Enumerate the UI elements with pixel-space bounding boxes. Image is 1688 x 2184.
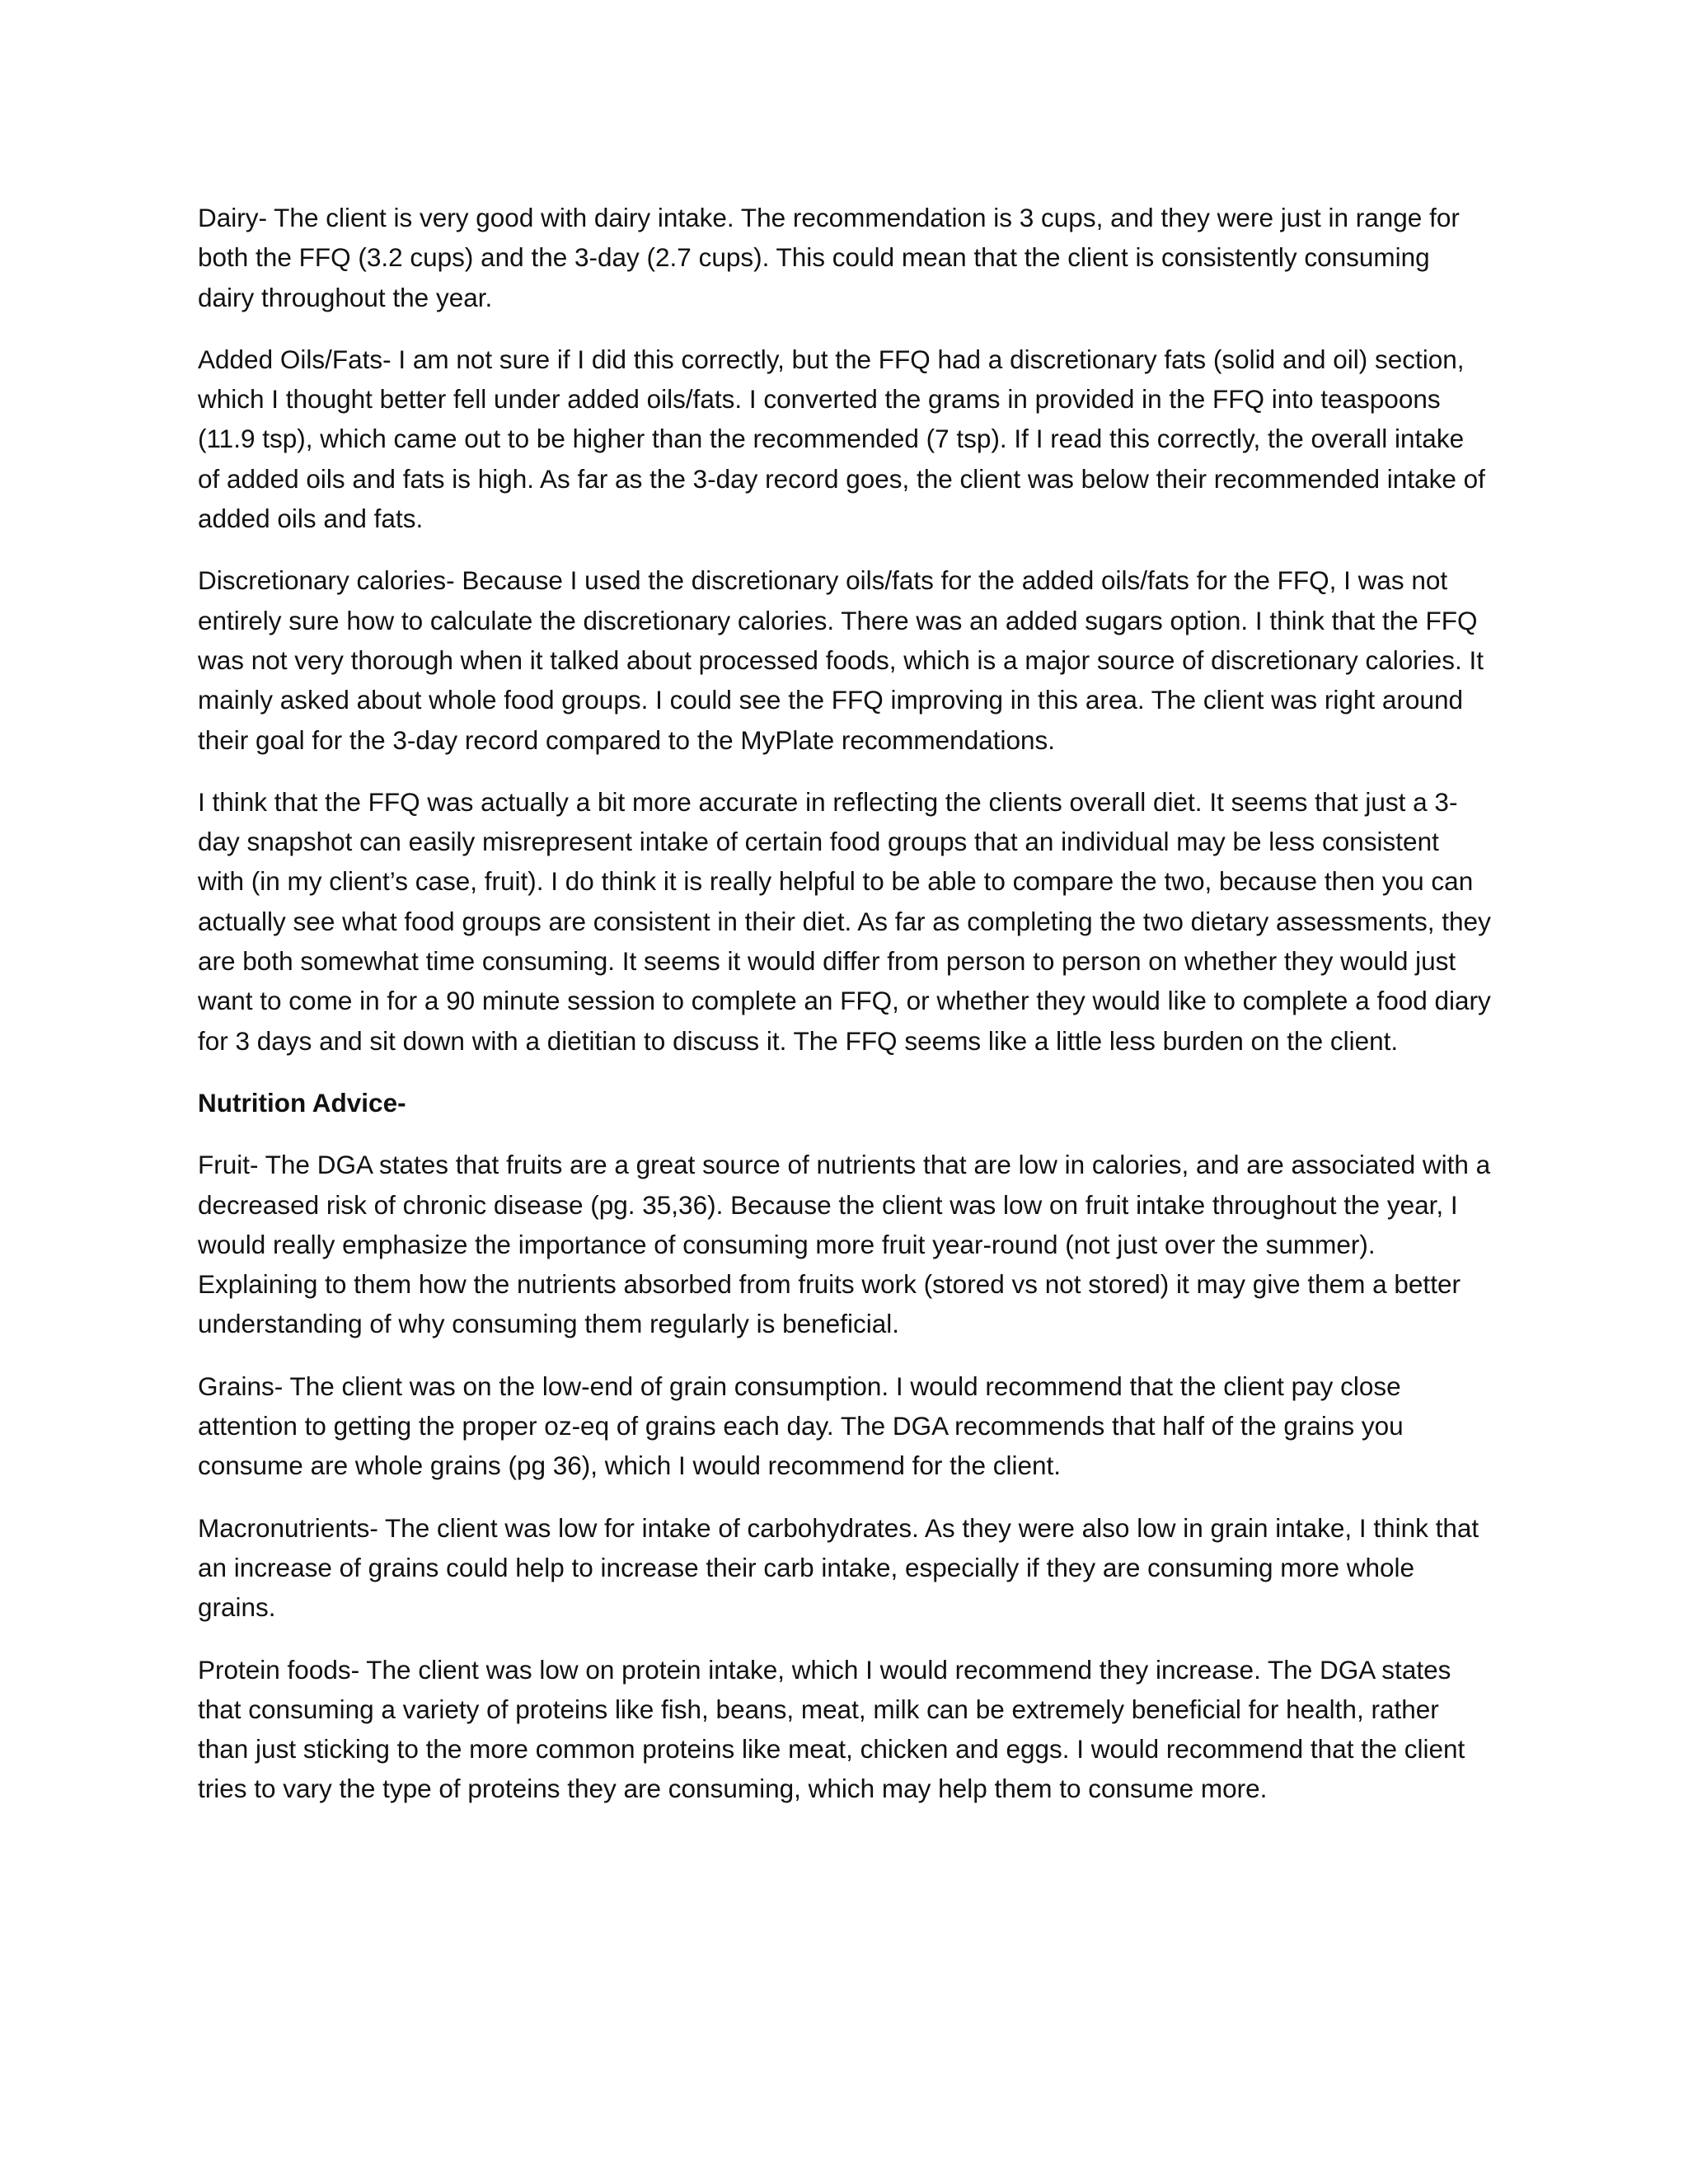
paragraph-macronutrients: Macronutrients- The client was low for intake of carbohydrates. As they were also low in grain intake, I think that an increase of grains could help to increase their carb intake, especially if they are consuming more whole grains. — [198, 1512, 1479, 1623]
paragraph-dairy: Dairy- The client is very good with dairy intake. The recommendation is 3 cups, and they were just in range for both the FFQ (3.2 cups) and the 3-day (2.7 cups). This could mean that the client is consistently consuming dairy throughout the year. — [198, 203, 1460, 312]
paragraph-grains: Grains- The client was on the low-end of grain consumption. I would recommend that the client pay close attention to getting the proper oz-eq of grains each day. The DGA recommends that half of the grains you consume are whole grains (pg 36), which I would recommend for the client. — [198, 1371, 1404, 1481]
paragraph-protein-foods: Protein foods- The client was low on protein intake, which I would recommend they increase. The DGA states that consuming a variety of proteins like fish, beans, meat, milk can be extremely beneficial for health, rather than just sticking to the more common proteins like meat, chicken and eggs. I would recommend that the client tries to vary the type of proteins they are consuming, which may help them to consume more. — [198, 1654, 1465, 1804]
document-body — [198, 198, 1492, 1831]
paragraph-discretionary-calories: Discretionary calories- Because I used the discretionary oils/fats for the added oils/fats for the FFQ, I was not entirely sure how to calculate the discretionary calories. There was an added sugars option. I think that the FFQ was not very thorough when it talked about processed foods, which is a major source of discretionary calories. It mainly asked about whole food groups. I could see the FFQ improving in this area. The client was right around their goal for the 3-day record compared to the MyPlate recommendations. — [198, 565, 1484, 755]
paragraph-ffq-comparison: I think that the FFQ was actually a bit more accurate in reflecting the clients overall diet. It seems that just a 3-day snapshot can easily misrepresent intake of certain food groups that an individual may be less consistent with (in my client’s case, fruit). I do think it is really helpful to be able to compare the two, because then you can actually see what food groups are consistent in their diet. As far as completing the two dietary assessments, they are both somewhat time consuming. It seems it would differ from person to person on whether they would just want to come in for a 90 minute session to complete an FFQ, or whether they would like to complete a food diary for 3 days and sit down with a dietitian to discuss it. The FFQ seems like a little less burden on the client. — [198, 786, 1491, 1056]
paragraph-fruit: Fruit- The DGA states that fruits are a great source of nutrients that are low in calories, and are associated with a decreased risk of chronic disease (pg. 35,36). Because the client was low on fruit intake throughout the year, I would really emphasize the importance of consuming more fruit year-round (not just over the summer). Explaining to them how the nutrients absorbed from fruits work (stored vs not stored) it may give them a better understanding of why consuming them regularly is beneficial. — [198, 1150, 1491, 1339]
paragraph-added-oils-fats: Added Oils/Fats- I am not sure if I did this correctly, but the FFQ had a discretionary fats (solid and oil) section, which I thought better fell under added oils/fats. I converted the grams in provided in the FFQ into teaspoons (11.9 tsp), which came out to be higher than the recommended (7 tsp). If I read this correctly, the overall intake of added oils and fats is high. As far as the 3-day record goes, the client was below their recommended intake of added oils and fats. — [198, 344, 1485, 534]
section-heading-nutrition-advice: Nutrition Advice- — [198, 1087, 406, 1118]
